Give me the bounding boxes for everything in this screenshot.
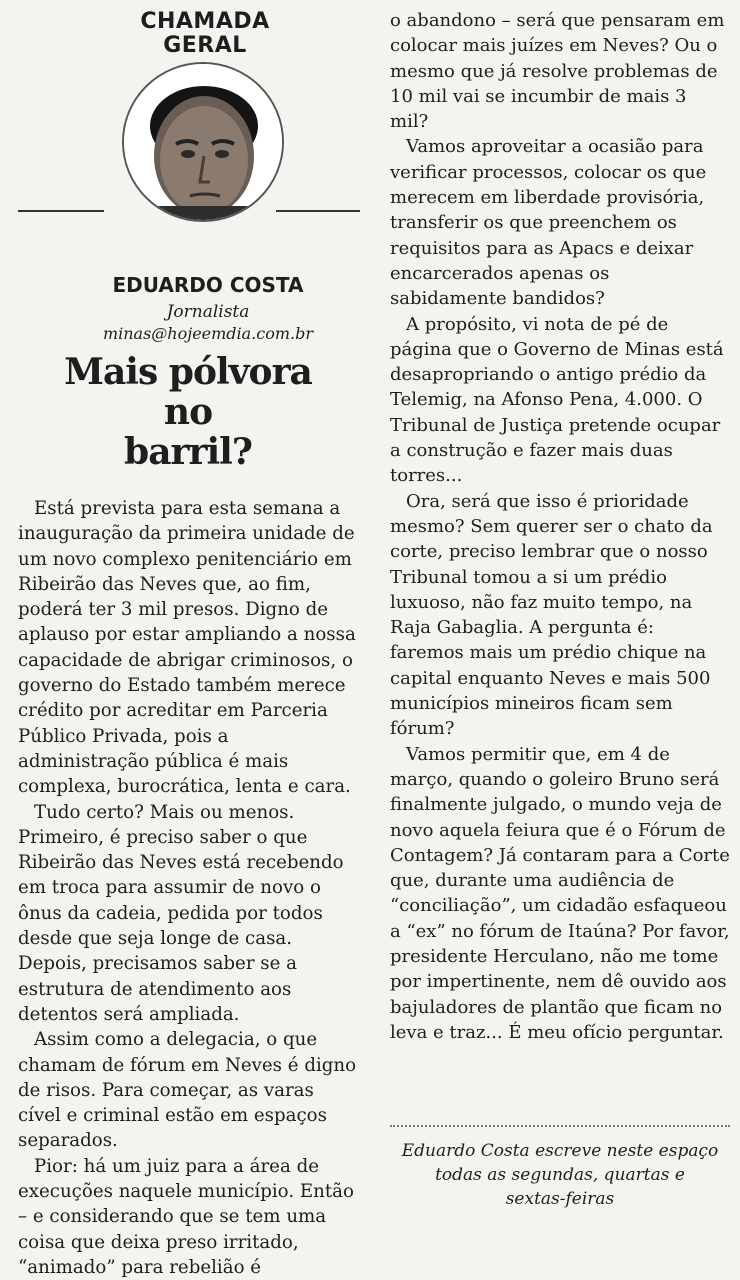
author-email: minas@hojeemdia.com.br xyxy=(102,324,314,343)
footer-line-1: Eduardo Costa escreve neste espaço xyxy=(401,1141,719,1161)
paragraph: Vamos permitir que, em 4 de março, quando o goleiro Bruno será finalmente julgado, o mundo veja de novo aquela feiura que é o Fórum de Contagem? Já contaram para a Corte que, durante uma audiência de “conciliação”, um cidadão esfaqueou a “ex” no fórum de Itaúna? Por favor, presidente Herculano, não me tome por impertinente, nem dê ouvido aos bajuladores de plantão que ficam no leva e traz... É meu ofício perguntar. xyxy=(390,743,730,1043)
footer-line-3: sextas-feiras xyxy=(505,1189,615,1209)
author-photo-row xyxy=(18,60,360,220)
headline-line-2: barril? xyxy=(124,431,252,473)
right-body xyxy=(390,8,730,1045)
divider-right xyxy=(276,210,360,212)
paragraph: Ora, será que isso é prioridade mesmo? Sem querer ser o chato da corte, preciso lembrar que o nosso Tribunal tomou a si um prédio luxuoso, não faz muito tempo, na Raja Gabaglia. A pergunta é: faremos mais um prédio chique na capital enquanto Neves e mais 500 municípios mineiros ficam sem fórum? xyxy=(390,490,713,740)
kicker-line-2: GERAL xyxy=(163,33,247,58)
footer-line-2: todas as segundas, quartas e xyxy=(435,1165,685,1185)
kicker-line-1: CHAMADA xyxy=(140,9,270,34)
section-kicker xyxy=(130,10,280,58)
paragraph: Está prevista para esta semana a inauguração da primeira unidade de um novo complexo penitenciário em Ribeirão das Neves que, ao fim, poderá ter 3 mil presos. Digno de aplauso por estar ampliando a nossa capacidade de abrigar criminosos, o governo do Estado também merece crédito por acreditar em Parceria Público Privada, pois a administração pública é mais complexa, burocrática, lenta e cara. xyxy=(18,498,356,798)
paragraph: Pior: há um juiz para a área de execuções naquele município. Então – e considerando que se tem uma coisa que deixa preso irritado, “animado” para rebelião é xyxy=(18,1155,354,1278)
left-body xyxy=(18,496,360,1280)
author-portrait-icon xyxy=(122,62,284,222)
left-column xyxy=(18,10,360,1280)
paragraph: Assim como a delegacia, o que chamam de fórum em Neves é digno de risos. Para começar, as varas cível e criminal estão em espaços separados. xyxy=(18,1029,357,1152)
author-role: Jornalista xyxy=(166,302,250,322)
paragraph: A propósito, vi nota de pé de página que o Governo de Minas está desapropriando o antigo prédio da Telemig, na Afonso Pena, 4.000. O Tribunal de Justiça pretende ocupar a construção e fazer mais duas torres... xyxy=(390,313,724,487)
headline-line-1: Mais pólvora no xyxy=(64,351,312,433)
column-footer-note xyxy=(390,1125,730,1211)
author-name: EDUARDO COSTA xyxy=(112,273,304,297)
right-column xyxy=(390,8,730,1045)
paragraph: Tudo certo? Mais ou menos. Primeiro, é preciso saber o que Ribeirão das Neves está recebendo em troca para assumir de novo o ônus da cadeia, pedida por todos desde que seja longe de casa. Depois, precisamos saber se a estrutura de atendimento aos detentos será ampliada. xyxy=(18,801,344,1025)
article-headline xyxy=(38,352,338,472)
divider-left xyxy=(18,210,104,212)
paragraph: o abandono – será que pensaram em colocar mais juízes em Neves? Ou o mesmo que já resolve problemas de 10 mil vai se incumbir de mais 3 mil? xyxy=(390,10,725,133)
paragraph: Vamos aproveitar a ocasião para verificar processos, colocar os que merecem em liberdade provisória, transferir os que preenchem os requisitos para as Apacs e deixar encarcerados apenas os sabidamente bandidos? xyxy=(390,136,707,310)
